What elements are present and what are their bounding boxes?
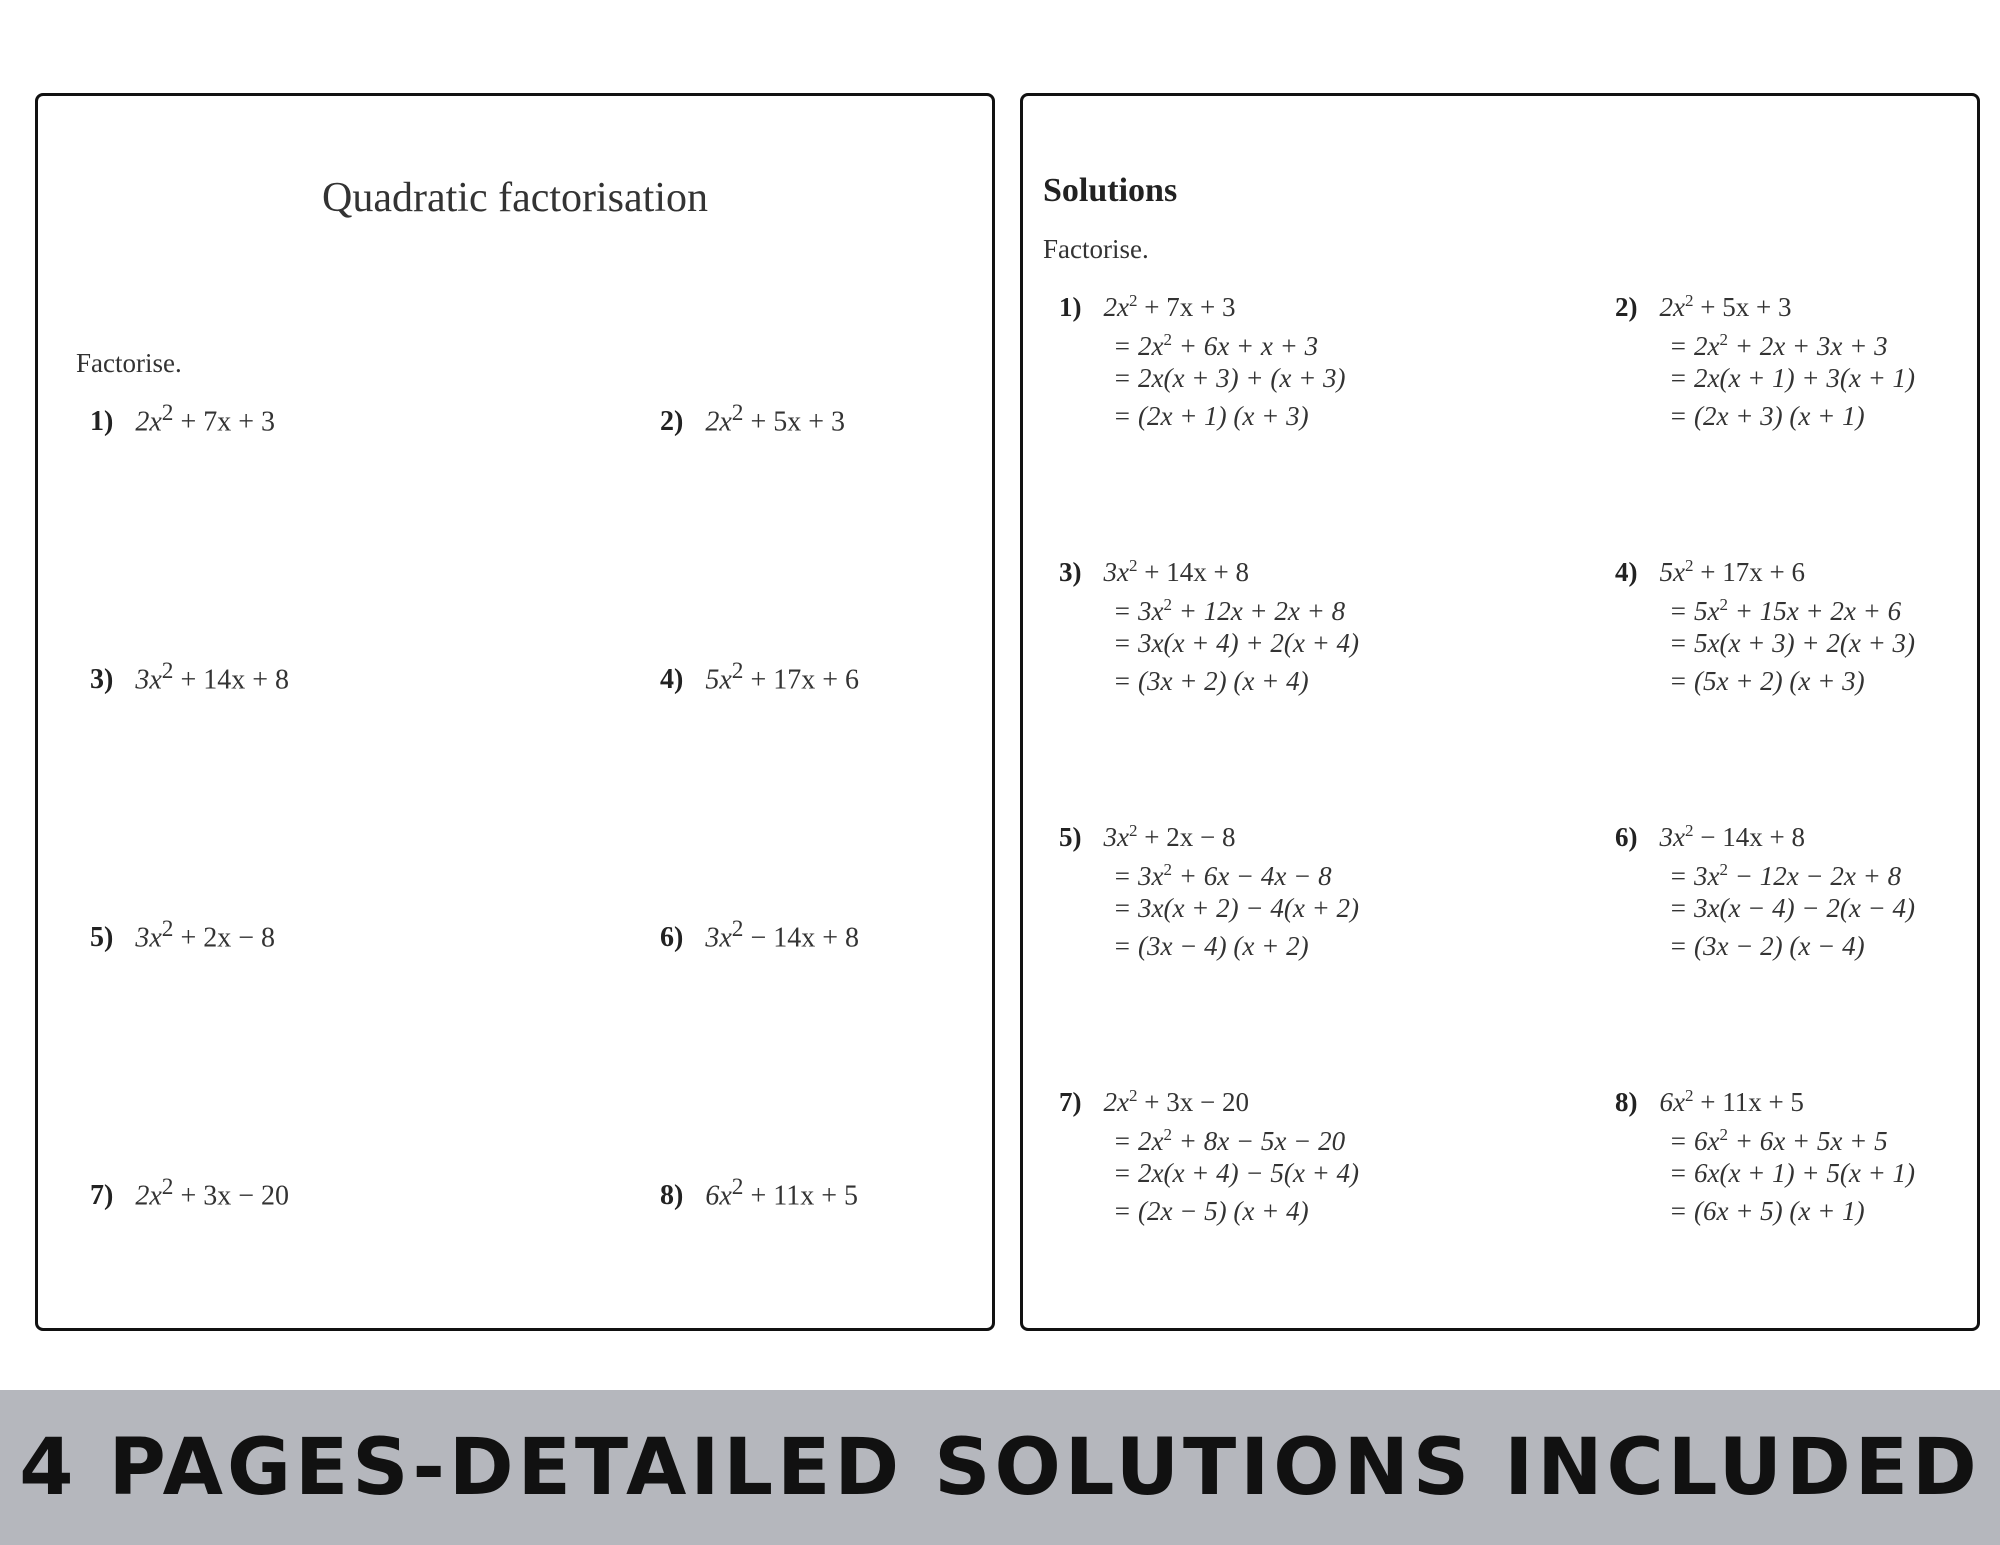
question-2: 2) $2x^2 + 5x + 3$: [660, 400, 846, 438]
solution-2: 2) $2x^2 + 5x + 3$ = $2x^2 + 2x + 3x + 3$ = 2x(x + 1) + 3(x + 1) = (2x + 3) (x + 1): [1615, 291, 1916, 431]
solution-4: 4) $5x^2 + 17x + 6$ = $5x^2 + 15x + 2x + 6$ = 5x(x + 3) + 2(x + 3) = (5x + 2) (x + 3): [1615, 556, 1916, 696]
solution-8: 8) $6x^2 + 11x + 5$ = $6x^2 + 6x + 5x + 5$ = 6x(x + 1) + 5(x + 1) = (6x + 5) (x + 1): [1615, 1086, 1916, 1226]
question-6: 6) $3x^2 - 14x + 8$: [660, 916, 860, 954]
solution-3: 3) $3x^2 + 14x + 8$ = $3x^2 + 12x + 2x + 8$ = 3x(x + 4) + 2(x + 4) = (3x + 2) (x + 4): [1059, 556, 1360, 696]
question-1: 1) $2x^2 + 7x + 3$: [90, 400, 276, 438]
worksheet-title: Quadratic factorisation: [322, 175, 708, 221]
solutions-page: [1020, 93, 1980, 1331]
question-8: 8) $6x^2 + 11x + 5$: [660, 1174, 858, 1212]
solution-5: 5) $3x^2 + 2x - 8$ = $3x^2 + 6x - 4x - 8$ = 3x(x + 2) − 4(x + 2) = (3x − 4) (x + 2): [1059, 821, 1360, 961]
worksheet-page: [35, 93, 995, 1331]
worksheet-instruction: Factorise.: [76, 348, 182, 378]
question-3: 3) $3x^2 + 14x + 8$: [90, 658, 290, 696]
solution-7: 7) $2x^2 + 3x - 20$ = $2x^2 + 8x - 5x - 20$ = 2x(x + 4) − 5(x + 4) = (2x − 5) (x + 4): [1059, 1086, 1360, 1226]
question-4: 4) $5x^2 + 17x + 6$: [660, 658, 860, 696]
banner-text: 4 PAGES-DETAILED SOLUTIONS INCLUDED: [19, 1422, 1981, 1513]
solutions-instruction: Factorise.: [1043, 234, 1149, 264]
solution-1: 1) $2x^2 + 7x + 3$ = $2x^2 + 6x + x + 3$ = 2x(x + 3) + (x + 3) = (2x + 1) (x + 3): [1059, 291, 1346, 431]
question-5: 5) $3x^2 + 2x - 8$: [90, 916, 276, 954]
question-7: 7) $2x^2 + 3x - 20$: [90, 1174, 290, 1212]
solutions-heading: Solutions: [1043, 172, 1178, 209]
solution-6: 6) $3x^2 - 14x + 8$ = $3x^2 - 12x - 2x + 8$ = 3x(x − 4) − 2(x − 4) = (3x − 2) (x − 4): [1615, 821, 1916, 961]
promo-banner: [0, 1390, 2000, 1545]
